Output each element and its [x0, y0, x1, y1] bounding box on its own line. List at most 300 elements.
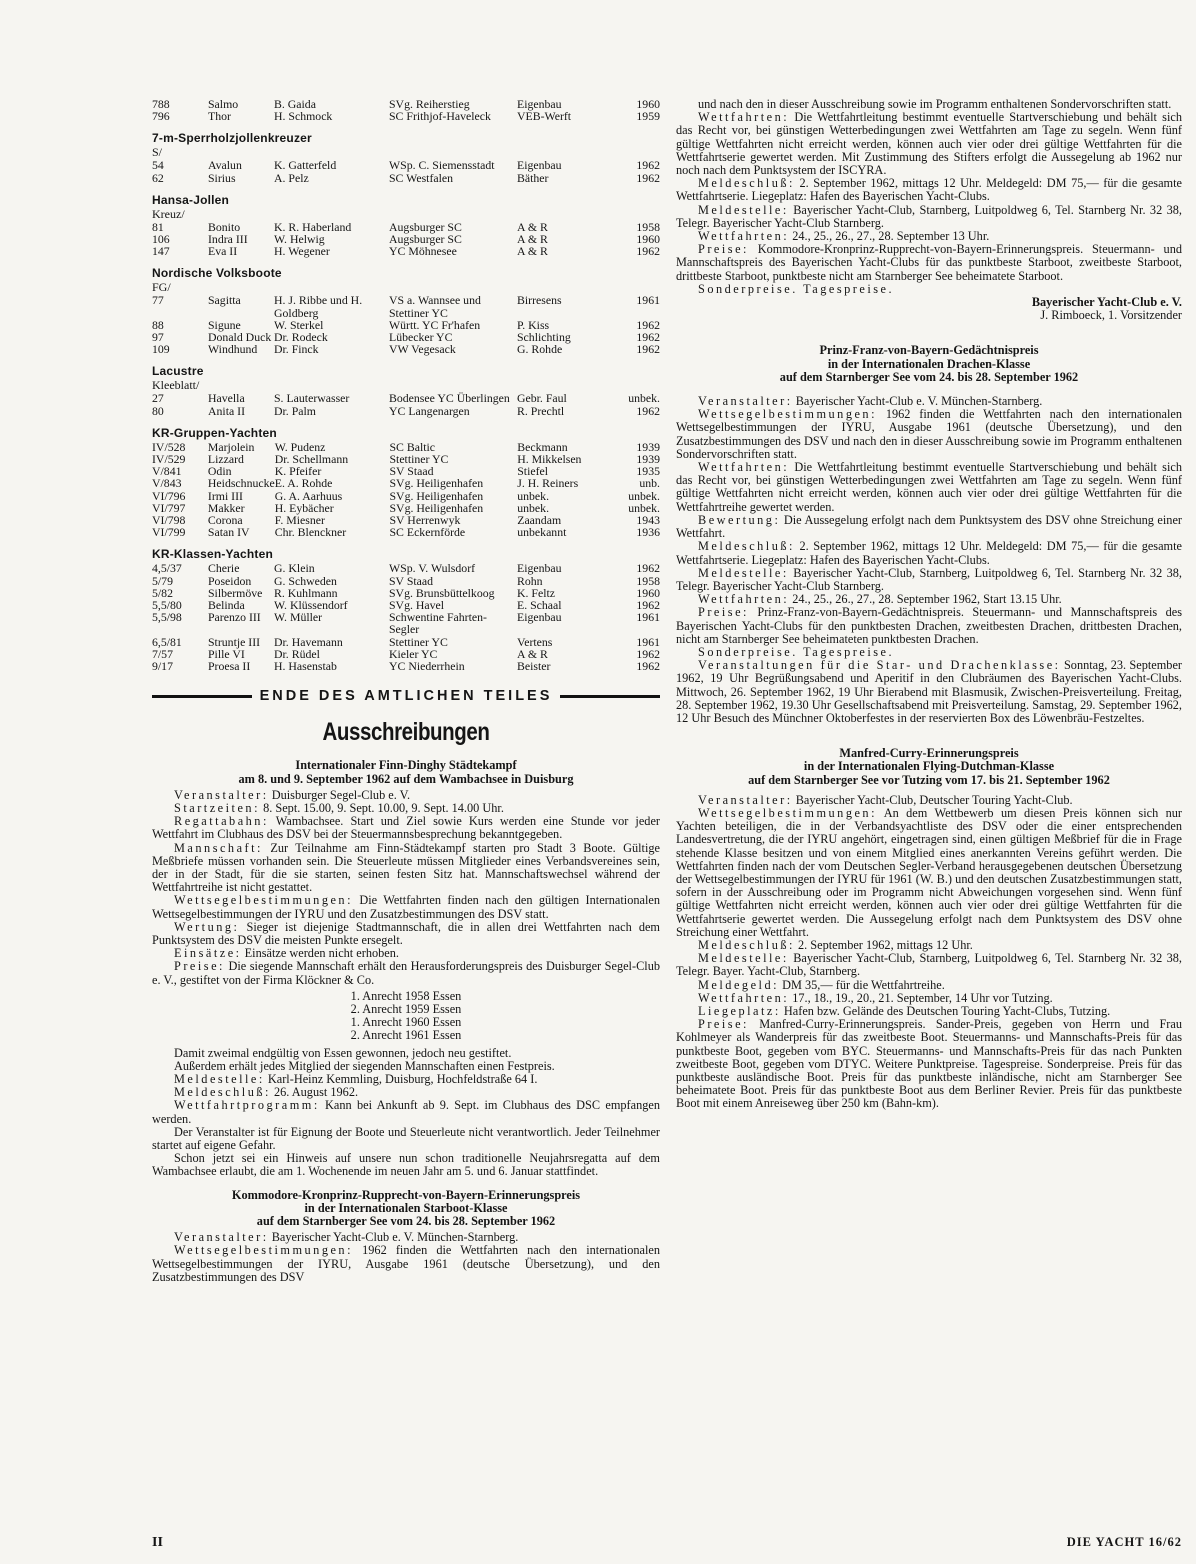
yacht-table [152, 392, 660, 416]
table-cell: 1939 [636, 439, 660, 454]
class-heading: Lacustre [152, 364, 204, 379]
table-cell: G. Schweden [274, 573, 337, 588]
table-cell: E. A. Rohde [274, 476, 333, 491]
ausschreibungen-heading: Ausschreibungen [322, 718, 490, 747]
table-cell: 1961 [636, 634, 660, 649]
table-cell: Avalun [208, 158, 242, 173]
paragraph-text: Bayerischer Yacht-Club, Starnberg, Luitpoldweg 6, Tel. Starnberg Nr. 32 38, Telegr. Bayerischer Yacht-Club Starnberg. [676, 565, 1182, 593]
table-cell: 88 [152, 317, 164, 332]
table-cell: Marjolein [207, 439, 255, 454]
table-cell: Corona [207, 513, 243, 528]
table-cell: 1962 [636, 598, 660, 613]
starboot-paragraph [676, 177, 1182, 203]
finn-paragraph [152, 815, 660, 841]
table-cell: Dr. Havemann [274, 634, 343, 649]
paragraph-text: Prinz-Franz-von-Bayern-Gedächtnispreis. Steuermann- und Mannschaftspreis des Bayerischen Yacht-Clubs für den punktbesten Drachen, zweitbesten Drachen, drittbesten Drachen, nicht am Starnberger See beheimateten punktbesten Drachen. [676, 605, 1182, 646]
class-subheading: Kleeblatt/ [152, 378, 200, 393]
table-cell: 62 [152, 170, 164, 185]
table-cell: R. Kuhlmann [274, 585, 338, 600]
paragraph-keyword: Wettfahrten: [698, 460, 790, 475]
table-cell: A & R [517, 244, 548, 259]
table-cell: SVg. Brunsbüttelkoog [389, 585, 495, 600]
right-column [676, 98, 1182, 1111]
paragraph-keyword: Startzeiten: [174, 800, 260, 815]
table-cell: Rohn [517, 573, 543, 588]
table-cell: Parenzo III [208, 610, 261, 625]
table-cell: Dr. Rüdel [274, 646, 320, 661]
table-cell: Heidschnucke [207, 476, 275, 491]
starboot-title [152, 1189, 660, 1229]
table-cell: VI/796 [152, 488, 186, 503]
paragraph-keyword: Meldegeld: [698, 977, 780, 992]
table-cell: Anita II [208, 403, 246, 418]
table-cell: Belinda [208, 598, 245, 613]
table-cell: Chr. Blenckner [274, 525, 347, 540]
table-cell: 1962 [636, 342, 660, 357]
table-cell: 1962 [636, 158, 660, 173]
end-of-official-section [152, 688, 660, 704]
table-cell: 796 [152, 109, 170, 124]
table-cell: 5,5/80 [152, 598, 182, 613]
anrecht-item: 2. Anrecht 1959 Essen [350, 1001, 462, 1016]
paragraph-text: Duisburger Segel-Club e. V. [268, 787, 411, 802]
finn-anrecht-list [152, 990, 660, 1043]
paragraph-keyword: Meldeschluß: [174, 1085, 271, 1100]
starboot-paragraph [676, 111, 1182, 177]
table-cell: Augsburger SC [389, 219, 462, 234]
paragraph-text: Die Wettfahrtleitung bestimmt eventuelle Startverschiebung und behält sich das Recht vor, bei günstigen Wetterbedingungen zwei Wettfahrten am Tage zu segeln. Wenn fünf gültige Wettfahrten nicht erreicht werden, können auch vier oder drei gültige Wettfahrten für die Wettfahrtreihe gewertet werden. [676, 460, 1182, 514]
paragraph-text: Hafen bzw. Gelände des Deutschen Touring Yacht-Clubs, Tutzing. [780, 1004, 1111, 1018]
table-cell: SC Frithjof-Haveleck [389, 109, 491, 124]
table-cell: G. Klein [274, 561, 315, 576]
table-cell: Beister [517, 659, 551, 674]
starboot-continued [676, 98, 1182, 322]
paragraph-text: Einsätze werden nicht erhoben. [241, 946, 399, 961]
table-row [152, 245, 660, 257]
table-cell: Satan IV [207, 525, 250, 540]
table-cell: 788 [152, 97, 170, 111]
table-cell: SV Herrenwyk [389, 513, 461, 528]
table-cell: 5,5/98 [152, 610, 182, 625]
end-official-label: ENDE DES AMTLICHEN TEILES [259, 688, 553, 705]
finn-title-line-2: am 8. und 9. September 1962 auf dem Wambachsee in Duisburg [238, 771, 574, 786]
drachen-title-line-3: auf dem Starnberger See vom 24. bis 28. September 1962 [779, 369, 1079, 384]
paragraph-text: Die Wettfahrtleitung bestimmt eventuelle Startverschiebung und behält sich das Recht vor, bei günstigen Wetterbedingungen zwei Wettfahrten am Tage zu segeln. Wenn fünf gültige Wettfahrten nicht erreicht werden, können auch vier oder drei gültige Wettfahrten für die Wettfahrtserie gewertet werden. Mit Zustimmung des Stifters erfolgt die Aussegelung ab 1962 nur noch nach dem Punktsystem der ISCYRA. [676, 110, 1182, 178]
table-cell: WSp. C. Siemensstadt [389, 158, 495, 173]
paragraph-text: 1962 finden die Wettfahrten nach den internationalen Wettsegelbestimmungen der IYRU, Ausgabe 1961 (deutsche Übersetzung), und den Zusatzbestimmungen des DSV [152, 1243, 660, 1284]
table-cell: W. Müller [274, 610, 323, 625]
table-cell: Eigenbau [517, 610, 562, 625]
fd-paragraph [676, 1018, 1182, 1110]
table-cell: Sagitta [208, 293, 241, 308]
table-cell: Stettiner YC [389, 634, 448, 649]
table-cell: SC Westfalen [389, 170, 454, 185]
table-cell: Beckmann [517, 439, 568, 454]
paragraph-text: Manfred-Curry-Erinnerungspreis. Sander-Preis, gegeben von Herrn und Frau Kohlmeyer als Wanderpreis für das zweitbeste Boot. Steuermanns- und Mannschafts-Preis für das punktbeste Boot, gegeben vom BYC. Steuermanns- und Mannschafts-Preis für das nach Punkten zweitbeste Boot, gegeben vom DTYC. Weitere Punktpreise. Tagespreise. Sonderpreise. Preis für das punktbeste ausländische Boot. Preis für das punktbeste inländische, nicht am Starnberger See beheimatete Boot. Preis für das punktbeste Boot aus dem Berliner Revier. Preis für das punktbeste Boot mit einem Anreiseweg über 250 km (Bahn-km). [676, 1017, 1182, 1111]
yacht-table [152, 294, 660, 355]
table-cell: 1959 [636, 109, 660, 124]
paragraph-text: Die siegende Mannschaft erhält den Herausforderungspreis des Duisburger Segel-Club e. V., gestiftet von der Firma Klöckner & Co. [152, 959, 660, 987]
table-cell: Sirius [208, 170, 236, 185]
yacht-table [152, 441, 660, 539]
table-cell: G. Rohde [517, 342, 563, 357]
yacht-table [152, 98, 660, 122]
table-cell: Schwentine Fahrten-Segler [389, 610, 487, 637]
table-cell: unbekannt [517, 525, 567, 540]
paragraph-text: Kommodore-Kronprinz-Rupprecht-von-Bayern-Erinnerungspreis. Steuermann- und Mannschaftspreis des Bayerischen Yacht-Clubs für das punktbeste Starboot, zweitbeste Starboot, drittbeste Starboot, punktbeste nicht am Starnberger See beheimatete Starboot. [676, 242, 1182, 283]
table-cell: V/841 [152, 464, 182, 479]
table-cell: Eigenbau [517, 158, 562, 173]
paragraph-text: DM 35,— für die Wettfahrtreihe. [779, 977, 945, 992]
table-cell: Schlichting [517, 330, 571, 345]
magazine-issue: DIE YACHT 16/62 [1066, 1535, 1182, 1549]
table-cell: 77 [152, 293, 164, 308]
class-heading: Nordische Volksboote [152, 266, 282, 281]
yacht-table [152, 562, 660, 672]
starboot-title-line-1: Kommodore-Kronprinz-Rupprecht-von-Bayern-Erinnerungspreis [231, 1187, 581, 1202]
starboot-title-line-2: in der Internationalen Starboot-Klasse [304, 1200, 508, 1215]
paragraph-keyword: Wettsegelbestimmungen: [698, 407, 878, 422]
paragraph-text: Bayerischer Yacht-Club, Deutscher Touring Yacht-Club. [792, 792, 1073, 807]
table-cell: 27 [152, 391, 164, 406]
table-cell: 1958 [636, 573, 660, 588]
table-cell: Pille VI [208, 646, 245, 661]
table-cell: Eigenbau [517, 97, 562, 111]
table-cell: SVg. Reiherstieg [389, 97, 470, 111]
table-cell: SVg. Heiligenhafen [389, 476, 484, 491]
table-cell: Bäther [517, 170, 549, 185]
table-cell: Donald Duck [208, 330, 272, 345]
paragraph-keyword: Preise: [174, 959, 225, 974]
finn-paragraph [152, 921, 660, 947]
drachen-title-line-2: in der Internationalen Drachen-Klasse [827, 356, 1031, 371]
table-cell: 1962 [636, 659, 660, 674]
table-cell: A & R [517, 646, 548, 661]
table-cell: 80 [152, 403, 164, 418]
table-cell: G. A. Aarhuus [274, 488, 343, 503]
table-cell: 1962 [636, 330, 660, 345]
table-row [152, 611, 660, 635]
table-cell: 9/17 [152, 659, 173, 674]
table-cell: Thor [208, 109, 231, 124]
table-cell: Dr. Finck [274, 342, 319, 357]
paragraph-keyword: Einsätze: [174, 946, 242, 961]
paragraph-keyword: Wettfahrten: [698, 990, 790, 1005]
table-cell: A. Pelz [274, 170, 309, 185]
fd-title-line-2: in der Internationalen Flying-Dutchman-Klasse [803, 759, 1055, 774]
table-cell: Eigenbau [517, 561, 562, 576]
table-cell: unbek. [628, 391, 660, 406]
table-cell: SVg. Heiligenhafen [389, 488, 484, 503]
table-cell: 1961 [636, 293, 660, 308]
table-cell: Stiefel [517, 464, 549, 479]
table-cell: Dr. Schellmann [274, 452, 349, 467]
paragraph-text: 2. September 1962, mittags 12 Uhr. Meldegeld: DM 75,— für die gesamte Wettfahrtserie. Liegeplatz: Hafen des Bayerischen Yacht-Clubs. [676, 176, 1182, 204]
table-cell: Salmo [208, 97, 239, 111]
table-cell: 1962 [636, 317, 660, 332]
table-cell: Havella [208, 391, 245, 406]
table-cell: H. J. Ribbe und H. Goldberg [274, 293, 363, 320]
paragraph-keyword: Wertung: [174, 919, 240, 934]
left-column [152, 98, 660, 1284]
table-cell: unbek. [517, 500, 550, 515]
table-cell: Proesa II [208, 659, 251, 674]
paragraph-text: Die Aussegelung erfolgt nach dem Punktsystem des DSV ohne Streichung einer Wettfahrt. [676, 512, 1182, 541]
yacht-registry [152, 98, 660, 672]
divider-right [560, 695, 660, 698]
class-subheading: S/ [152, 145, 163, 160]
paragraph-text: 17., 18., 19., 20., 21. September, 14 Uhr vor Tutzing. [789, 990, 1053, 1005]
table-cell: K. Pfeifer [274, 464, 322, 479]
table-cell: 1939 [636, 452, 660, 467]
paragraph-text: Bayerischer Yacht-Club e. V. München-Starnberg. [792, 394, 1043, 409]
yacht-table [152, 221, 660, 258]
table-cell: F. Miesner [274, 513, 325, 528]
drachen-paragraph [676, 540, 1182, 566]
table-cell: YC Langenargen [389, 403, 470, 418]
table-cell: 1962 [636, 403, 660, 418]
table-cell: VS a. Wannsee und Stettiner YC [389, 293, 481, 320]
table-cell: 106 [152, 232, 170, 247]
paragraph-text: Wambachsee. Start und Ziel sowie Kurs werden eine Stunde vor jeder Wettfahrt im Clubhaus des DSV bei der Steuermannsbesprechung bekanntgegeben. [152, 814, 660, 842]
table-cell: 147 [152, 244, 170, 259]
table-cell: Cherie [208, 561, 240, 576]
table-cell: K. Gatterfeld [274, 158, 337, 173]
table-cell: 1960 [636, 232, 660, 247]
paragraph-keyword: Veranstalter: [174, 787, 269, 802]
table-cell: Eva II [208, 244, 238, 259]
drachen-paragraph [676, 461, 1182, 514]
paragraph-keyword: Meldeschluß: [698, 539, 795, 554]
table-cell: Silbermöve [208, 585, 263, 600]
table-cell: SC Eckernförde [389, 525, 466, 540]
table-row [152, 172, 660, 184]
table-cell: unb. [639, 476, 660, 491]
paragraph-text: 24., 25., 26., 27., 28. September 1962, Start 13.15 Uhr. [789, 592, 1062, 607]
paragraph-keyword: Bewertung: [698, 512, 781, 527]
table-cell: 1962 [636, 561, 660, 576]
drachen-title [676, 344, 1182, 384]
finn-title [152, 759, 660, 785]
table-cell: 1935 [636, 464, 660, 479]
paragraph-text: Kann bei Ankunft ab 9. Sept. im Clubhaus des DSC empfangen werden. [152, 1098, 660, 1126]
table-cell: 1943 [636, 513, 660, 528]
paragraph-keyword: Wettfahrtprogramm: [174, 1098, 320, 1113]
paragraph-text: Sonntag, 23. September 1962, 19 Uhr Begrüßungsabend und Aperitif in den Clubräumen des Bayerischen Yacht-Clubs. Mittwoch, 26. September 1962, 19 Uhr Bierabend mit Blasmusik, Zwischen-Preisverteilung. Freitag, 28. September 1962, 19.30 Uhr Gesellschaftsabend mit Preisverteilung. Samstag, 29. September 1962, 12 Uhr Besuch des Münchner Oktoberfestes in der reservierten Box des Löwenbräu-Festzeltes. [676, 658, 1183, 725]
table-cell: 81 [152, 219, 164, 234]
table-cell: 54 [152, 158, 164, 173]
table-cell: K. R. Haberland [274, 219, 352, 234]
fd-title-line-1: Manfred-Curry-Erinnerungspreis [839, 746, 1019, 761]
paragraph-text: Bayerischer Yacht-Club, Starnberg, Luitpoldweg 6, Tel. Starnberg Nr. 32 38, Telegr. Bayerischer Yacht-Club Starnberg. [676, 202, 1182, 230]
starboot-paragraph [152, 1244, 660, 1284]
flying-dutchman-section [676, 747, 1182, 1110]
paragraph-keyword: Wettfahrten: [698, 592, 790, 607]
starboot-title-line-3: auf dem Starnberger See vom 24. bis 28. September 1962 [256, 1214, 556, 1228]
table-cell: Odin [207, 464, 232, 479]
drachen-paragraph [676, 659, 1182, 725]
table-row [152, 405, 660, 417]
table-cell: H. Mikkelsen [517, 452, 582, 467]
paragraph-keyword: Meldestelle: [698, 951, 789, 966]
table-cell: SV Staad [389, 573, 434, 588]
table-cell: W. Sterkel [274, 317, 324, 332]
table-cell: YC Möhnesee [389, 244, 457, 259]
table-cell: 1961 [636, 610, 660, 625]
table-cell: W. Pudenz [274, 439, 326, 454]
paragraph-keyword: Preise: [698, 605, 749, 620]
finn-paragraph [152, 894, 660, 920]
table-cell: Poseidon [208, 573, 252, 588]
anrecht-item: 1. Anrecht 1960 Essen [350, 1015, 462, 1030]
yacht-table [152, 159, 660, 183]
anrecht-item: 1. Anrecht 1958 Essen [350, 988, 462, 1003]
finn-paragraph [152, 1099, 660, 1125]
paragraph-keyword: Meldestelle: [698, 202, 789, 217]
table-cell: Struntje III [208, 634, 261, 649]
paragraph-keyword: Mannschaft: [174, 840, 263, 855]
club-signature: Bayerischer Yacht-Club e. V. [1031, 295, 1182, 310]
table-cell: Makker [207, 500, 245, 515]
table-cell: Bodensee YC Überlingen [389, 391, 510, 406]
paragraph-keyword: Veranstaltungen für die Star- und Drachenklasse: [698, 658, 1061, 673]
table-cell: SV Staad [389, 464, 434, 479]
table-cell: VW Vegesack [389, 342, 456, 357]
paragraph-keyword: Preise: [698, 242, 749, 257]
table-cell: Kieler YC [389, 646, 438, 661]
class-heading: Hansa-Jollen [152, 192, 230, 207]
table-cell: J. H. Reiners [517, 476, 579, 491]
table-cell: VEB-Werft [517, 109, 572, 124]
table-cell: Württ. YC Fr'hafen [389, 317, 481, 332]
table-cell: 1960 [636, 97, 660, 111]
finn-title-line-1: Internationaler Finn-Dinghy Städtekampf [295, 758, 517, 773]
fd-title-line-3: auf dem Starnberger See vor Tutzing vom 17. bis 21. September 1962 [748, 772, 1110, 787]
table-cell: 1960 [636, 585, 660, 600]
table-cell: Birresens [517, 293, 562, 308]
paragraph-keyword: Liegeplatz: [698, 1004, 781, 1018]
table-row [152, 110, 660, 122]
table-cell: P. Kiss [517, 317, 550, 332]
table-cell: Dr. Palm [274, 403, 316, 418]
table-cell: Irmi III [207, 488, 243, 503]
paragraph-text: 2. September 1962, mittags 12 Uhr. Meldegeld: DM 75,— für die gesamte Wettfahrtserie. Liegeplatz: Hafen des Bayerischen Yacht-Clubs. [676, 539, 1182, 567]
paragraph-keyword: Preise: [698, 1017, 749, 1032]
table-cell: Stettiner YC [389, 452, 449, 467]
table-cell: SVg. Heiligenhafen [389, 500, 484, 515]
class-subheading: FG/ [152, 280, 171, 295]
class-heading: KR-Klassen-Yachten [152, 547, 273, 562]
finn-paragraph [152, 1152, 660, 1178]
class-heading: KR-Gruppen-Yachten [152, 425, 277, 440]
paragraph-text: Der Veranstalter ist für Eignung der Boote und Steuerleute nicht verantwortlich. Jeder Teilnehmer startet auf eigene Gefahr. [152, 1124, 660, 1152]
paragraph-text: Bayerischer Yacht-Club e. V. München-Starnberg. [268, 1230, 519, 1245]
paragraph-keyword: Wettsegelbestimmungen: [174, 1243, 354, 1258]
table-cell: B. Gaida [274, 97, 316, 111]
paragraph-text: Außerdem erhält jedes Mitglied der siegenden Mannschaften einen Festpreis. [174, 1058, 555, 1073]
table-cell: H. Hasenstab [274, 659, 337, 674]
paragraph-keyword: Sonderpreise. Tagespreise. [698, 644, 895, 659]
paragraph-text: und nach den in dieser Ausschreibung sowie im Programm enthaltenen Sondervorschriften statt. [698, 97, 1172, 111]
table-row [152, 343, 660, 355]
table-cell: unbek. [628, 500, 660, 515]
table-cell: Sigune [208, 317, 241, 332]
table-row [152, 562, 660, 574]
anrecht-item: 2. Anrecht 1961 Essen [350, 1028, 462, 1043]
paragraph-text: 8. Sept. 15.00, 9. Sept. 10.00, 9. Sept. 14.00 Uhr. [260, 800, 504, 815]
paragraph-keyword: Regattabahn: [174, 814, 269, 829]
table-cell: IV/529 [152, 452, 186, 467]
paragraph-keyword: Sonderpreise. Tagespreise. [698, 281, 895, 296]
table-cell: Windhund [208, 342, 258, 357]
table-cell: 1962 [636, 170, 660, 185]
table-cell: IV/528 [152, 439, 186, 454]
drachen-paragraph [676, 408, 1182, 461]
table-cell: 4,5/37 [152, 561, 182, 576]
table-cell: Gebr. Faul [517, 391, 567, 406]
table-row [152, 526, 660, 538]
drachen-paragraph [676, 567, 1182, 593]
fd-title [676, 747, 1182, 787]
table-cell: 109 [152, 342, 170, 357]
table-cell: 97 [152, 330, 164, 345]
paragraph-text: Bayerischer Yacht-Club, Starnberg, Luitpoldweg 6, Tel. Starnberg Nr. 32 38, Telegr. Bayer. Yacht-Club, Starnberg. [676, 951, 1182, 979]
paragraph-keyword: Meldeschluß: [698, 176, 795, 191]
table-cell: WSp. V. Wulsdorf [389, 561, 476, 576]
finn-paragraph [152, 842, 660, 895]
table-cell: W. Klüssendorf [274, 598, 348, 613]
table-row [152, 294, 660, 318]
starboot-paragraph [676, 204, 1182, 230]
paragraph-text: An dem Wettbewerb um diesen Preis können sich nur Yachten beteiligen, die in der Verbandsyachtliste des DSV oder die einer entsprechenden Landesvertretung, die der IYRU angehört, eingetragen sind, einen gültigen Meßbrief für die in Frage stehende Klasse besitzen und von einem Mitglied eines anerkannten Vereins geführt werden. Die Wettfahrten finden nach der vom Deutschen Segler-Verband herausgegebenen deutschen Übersetzung der Wettsegelbestimmungen der IYRU für 1961 (W. B.) und den deutschen Zusatzbestimmungen statt, sofern in der Ausschreibung oder im Programm nicht Abweichungen vorgesehen sind. Wenn fünf gültige Wettfahrten nicht erreicht werden, können auch vier oder drei gültige Wettfahrten für die Wettfahrtserie gewertet werden. Die Aussegelung erfolgt nach dem Punktsystem des DSV ohne Streichung einer Wettfahrt. [676, 805, 1182, 939]
table-cell: Zaandam [517, 513, 562, 528]
table-cell: K. Feltz [517, 585, 556, 600]
paragraph-keyword: Wettsegelbestimmungen: [174, 893, 354, 908]
table-row [152, 660, 660, 672]
starboot-paragraph [676, 243, 1182, 283]
table-cell: H. Wegener [274, 244, 330, 259]
table-cell: A & R [517, 232, 548, 247]
table-cell: E. Schaal [517, 598, 562, 613]
table-cell: Lizzard [207, 452, 244, 467]
paragraph-keyword: Wettsegelbestimmungen: [698, 805, 878, 820]
starboot-section [152, 1189, 660, 1284]
table-row [152, 159, 660, 171]
drachen-title-line-1: Prinz-Franz-von-Bayern-Gedächtnispreis [819, 343, 1039, 358]
table-cell: YC Niederrhein [389, 659, 465, 674]
drachen-paragraph [676, 514, 1182, 540]
paragraph-text: 2. September 1962, mittags 12 Uhr. [794, 937, 973, 952]
paragraph-text: 24., 25., 26., 27., 28. September 13 Uhr. [789, 229, 990, 244]
table-cell: R. Prechtl [517, 403, 565, 418]
paragraph-text: Karl-Heinz Kemmling, Duisburg, Hochfeldstraße 64 I. [264, 1071, 538, 1086]
paragraph-text: Damit zweimal endgültig von Essen gewonnen, jedoch neu gestiftet. [174, 1045, 512, 1060]
paragraph-text: Schon jetzt sei ein Hinweis auf unsere nun schon traditionelle Neujahrsregatta auf dem Wambachsee erlaubt, die am 1. Wochenende im neuen Jahr am 5. und 6. Januar stattfindet. [152, 1151, 660, 1179]
table-cell: 5/82 [152, 585, 173, 600]
finn-paragraph [152, 1126, 660, 1152]
paragraph-text: Zur Teilnahme am Finn-Städtekampf starten pro Stadt 3 Boote. Gültige Meßbriefe müssen vorhanden sein. Die Steuerleute müssen Mitglieder eines Verbandsvereines sein, der in der Stadt, für die sie starten, seinen festen Sitz hat. Mannschaftswechsel während der Wettfahrtreihe ist nicht gestattet. [152, 840, 660, 895]
chairman-signature: J. Rimboeck, 1. Vorsitzender [1040, 308, 1182, 323]
table-cell: 7/57 [152, 646, 173, 661]
drachen-section [676, 344, 1182, 725]
table-cell: Vertens [517, 634, 553, 649]
paragraph-keyword: Meldestelle: [698, 565, 789, 580]
table-cell: VI/799 [152, 525, 186, 540]
table-cell: Augsburger SC [389, 232, 462, 247]
divider-left [152, 695, 252, 698]
table-cell: Lübecker YC [389, 330, 453, 345]
table-cell: 1958 [636, 219, 660, 234]
